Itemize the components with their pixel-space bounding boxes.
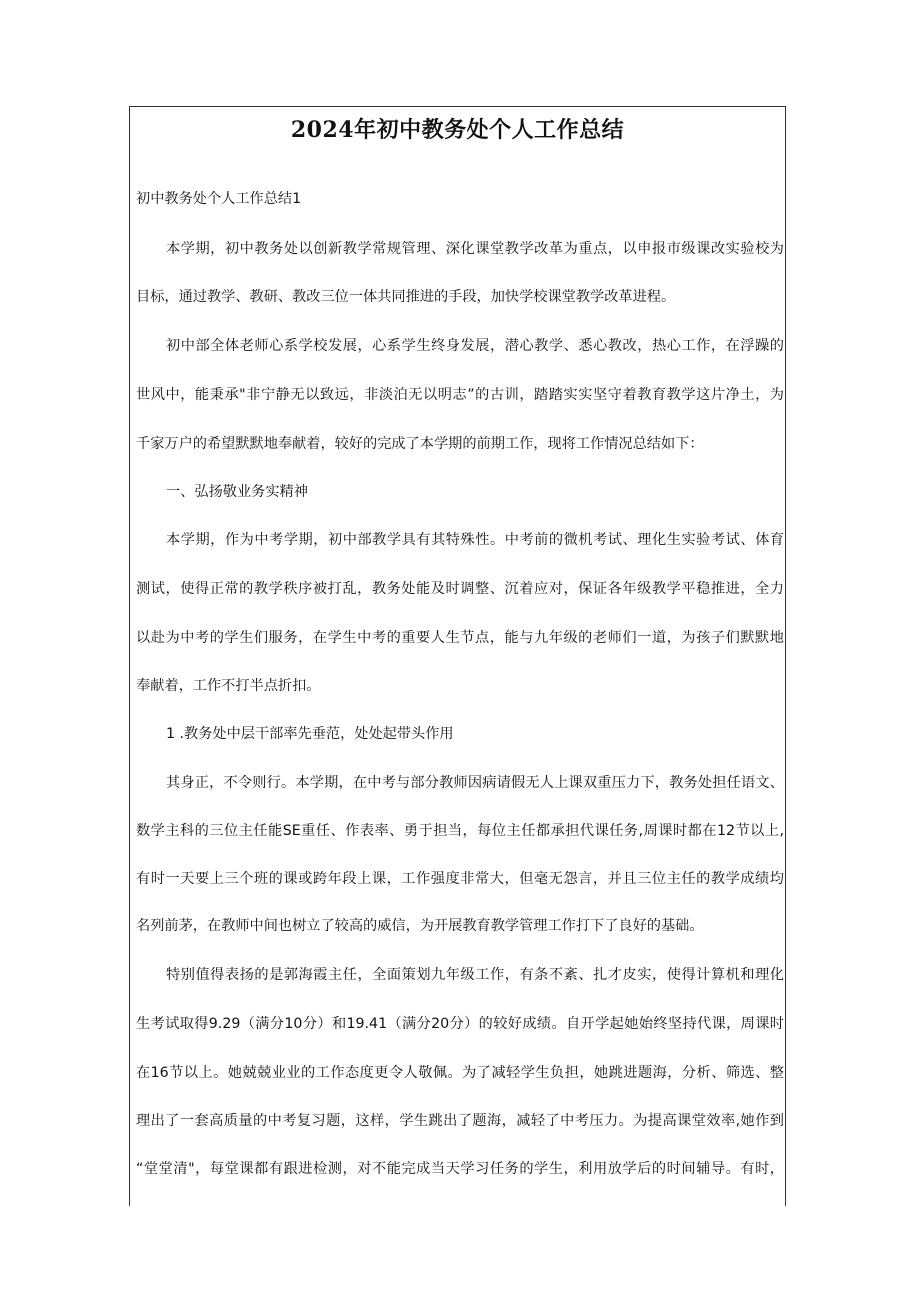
paragraph-line: “堂堂清"，每堂课都有跟进检测，对不能完成当天学习任务的学生，利用放学后的时间辅导。有时，	[136, 1161, 784, 1177]
document-title: 2024年初中教务处个人工作总结	[290, 117, 625, 143]
paragraph-line: 目标，通过教学、教研、教改三位一体共同推进的手段，加快学校课堂教学改革进程。	[136, 289, 676, 305]
paragraph-line: 生考试取得9.29（满分10分）和19.41（满分20分）的较好成绩。自开学起她始终坚持代课，周课时	[136, 1016, 784, 1032]
paragraph-line: 以赴为中考的学生们服务，在学生中考的重要人生节点，能与九年级的老师们一道，为孩子们默默地	[136, 630, 784, 646]
subheading: 1 .教务处中层干部率先垂范，处处起带头作用	[166, 726, 454, 742]
section-heading: 初中教务处个人工作总结1	[136, 191, 302, 207]
paragraph-line: 在16节以上。她兢兢业业的工作态度更令人敬佩。为了减轻学生负担，她跳进题海，分析、筛选、整	[136, 1065, 784, 1081]
paragraph-line: 测试，使得正常的教学秩序被打乱，教务处能及时调整、沉着应对，保证各年级教学平稳推进，全力	[136, 581, 784, 597]
paragraph-line: 有时一天要上三个班的课或跨年段上课，工作强度非常大，但毫无怨言，并且三位主任的教学成绩均	[136, 871, 784, 887]
paragraph-line: 奉献着，工作不打半点折扣。	[136, 678, 321, 694]
paragraph-line: 本学期，初中教务处以创新教学常规管理、深化课堂教学改革为重点，以申报市级课改实验校为	[166, 241, 784, 257]
paragraph-line: 世风中，能秉承"非宁静无以致远，非淡泊无以明志”的古训，踏踏实实坚守着教育教学这片净土，为	[136, 387, 784, 403]
paragraph-line: 本学期，作为中考学期，初中部教学具有其特殊性。中考前的微机考试、理化生实验考试、体育	[166, 532, 784, 548]
paragraph-line: 数学主科的三位主任能SE重任、作表率、勇于担当，每位主任都承担代课任务,周课时都在12节以上,	[136, 823, 784, 839]
paragraph-line: 名列前茅，在教师中间也树立了较高的威信，为开展教育教学管理工作打下了良好的基础。	[136, 918, 704, 934]
paragraph-line: 理出了一套高质量的中考复习题，这样，学生跳出了题海，减轻了中考压力。为提高课堂效率,她作到	[136, 1113, 784, 1129]
paragraph-line: 千家万户的希望默默地奉献着，较好的完成了本学期的前期工作，现将工作情况总结如下：	[136, 436, 704, 452]
page-border	[129, 106, 786, 1206]
paragraph-line: 初中部全体老师心系学校发展，心系学生终身发展，潜心教学、悉心教改，热心工作，在浮躁的	[166, 338, 784, 354]
paragraph-line: 特别值得表扬的是郭海霞主任，全面策划九年级工作，有条不紊、扎才皮实，使得计算机和理化	[166, 967, 784, 983]
paragraph-line: 其身正，不令则行。本学期，在中考与部分教师因病请假无人上课双重压力下，教务处担任语文、	[166, 775, 784, 791]
subheading: 一、弘扬敬业务实精神	[166, 484, 308, 500]
